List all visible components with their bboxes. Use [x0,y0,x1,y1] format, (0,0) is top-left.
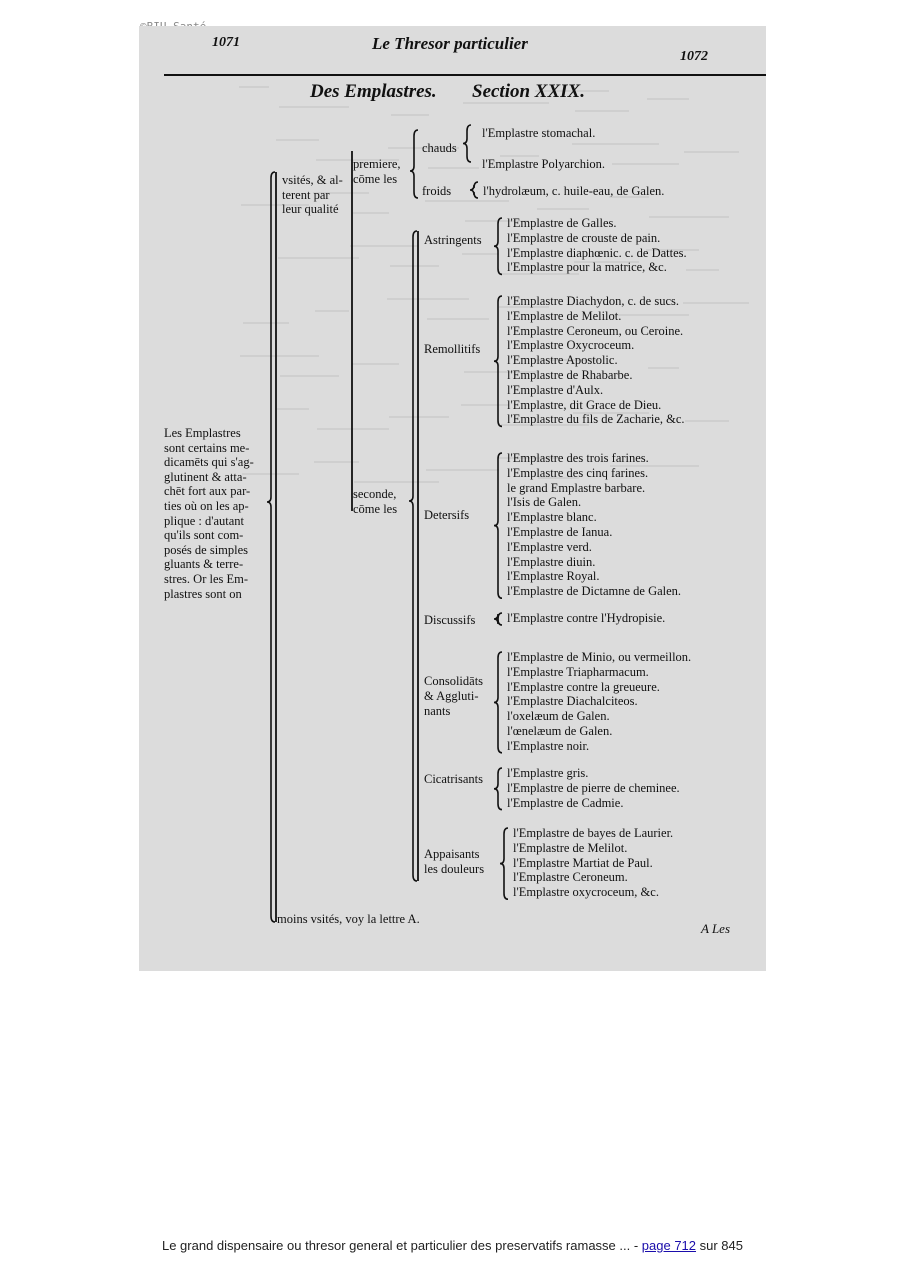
group-label: Remollitifs [424,342,481,356]
group-label: nants [424,704,451,718]
root-description-line: stres. Or les Em- [164,572,249,586]
right-page-number: 1072 [680,49,708,64]
group-item: l'Emplastre diuin. [507,554,596,569]
section-number: Section XXIX. [472,81,585,102]
group-brace [494,296,502,426]
root-description-line: sont certains me- [164,440,250,455]
group-item: l'Emplastre pour la matrice, &c. [507,260,667,275]
hot-brace [463,125,471,162]
group-item: l'Emplastre contre la greueure. [507,679,660,694]
used-more-line: leur qualité [282,202,339,216]
group-item: l'Emplastre Ceroneum, ou Ceroine. [507,323,684,338]
used-more-line: vsités, & al- [282,173,343,187]
group-item: l'Emplastre de Galles. [507,216,617,230]
second-quality-line: cōme les [353,501,398,516]
group-item: l'Emplastre blanc. [507,510,597,525]
group-item: l'Emplastre Oxycroceum. [507,338,635,353]
group-item: l'Emplastre diaphœnic. c. de Dattes. [507,245,687,260]
group-brace [494,652,502,753]
group-item: l'Emplastre de Ianua. [507,525,613,539]
viewer-footer [0,1238,905,1253]
group-item: l'Emplastre de pierre de cheminee. [507,780,680,795]
catchword: A Les [701,921,731,936]
first-quality-line: premiere, [353,157,401,171]
group-label: Detersifs [424,508,470,522]
footer-count: sur 845 [696,1238,743,1253]
hot-label: chauds [422,141,457,155]
root-description-line: ties où on les ap- [164,499,249,513]
group-item: l'Emplastre Ceroneum. [513,870,628,885]
group-item: l'Emplastre Martiat de Paul. [513,855,653,870]
group-item: l'Emplastre de Rhabarbe. [507,368,633,382]
group-item: l'œnelæum de Galen. [507,724,613,738]
root-description-line: plique : d'autant [164,513,245,528]
group-item: l'Emplastre de Melilot. [513,840,628,855]
group-item: l'Emplastre contre l'Hydropisie. [507,611,666,625]
section-title: Des Emplastres. [310,81,437,102]
footer-title: Le grand dispensaire ou thresor general et particulier des preservatifs ramasse ... - [161,1238,642,1253]
root-description-line: qu'ils sont com- [164,528,244,543]
first-brace [410,130,418,198]
cold-brace [470,182,478,198]
group-item: l'Emplastre de Cadmie. [507,795,624,810]
group-item: l'Emplastre oxycroceum, &c. [513,885,659,900]
group-item: l'Emplastre Diachalciteos. [507,694,638,709]
main-brace [267,172,275,922]
root-description-line: glutinent & atta- [164,469,247,484]
group-item: l'Emplastre noir. [507,738,590,753]
group-label: Cicatrisants [424,772,484,786]
group-item: l'Emplastre, dit Grace de Dieu. [507,397,662,412]
page-link[interactable]: page 712 [641,1238,697,1253]
group-item: l'Emplastre de bayes de Laurier. [513,826,674,840]
group-brace [500,828,508,899]
group-item: l'Isis de Galen. [507,495,582,510]
group-item: l'Emplastre verd. [507,539,592,554]
group-item: le grand Emplastre barbare. [507,480,646,495]
hot-item: l'Emplastre Polyarchion. [482,157,606,171]
first-quality-line: cōme les [353,171,398,186]
root-description-line: plastres sont on [164,586,242,601]
group-item: l'Emplastre des trois farines. [507,451,649,465]
group-item: l'Emplastre de Dictamne de Galen. [507,584,682,599]
second-quality-line: seconde, [353,487,397,501]
root-description-line: chēt fort aux par- [164,484,251,499]
group-item: l'Emplastre d'Aulx. [507,382,604,397]
group-label: & Aggluti- [424,689,479,703]
group-item: l'Emplastre de Minio, ou vermeillon. [507,650,692,664]
cold-item: l'hydrolæum, c. huile-eau, de Galen. [483,184,665,198]
group-brace [494,768,502,810]
root-description-line: Les Emplastres [164,426,241,440]
group-item: l'Emplastre Triapharmacum. [507,664,649,679]
group-label: Appaisants [424,847,480,861]
group-item: l'Emplastre Royal. [507,569,600,584]
group-item: l'oxelæum de Galen. [507,709,610,724]
group-brace [494,453,502,598]
group-label: Consolidāts [424,674,484,688]
group-item: l'Emplastre des cinq farines. [507,465,649,480]
group-item: l'Emplastre gris. [507,766,589,780]
group-item: l'Emplastre de Melilot. [507,308,622,323]
tree-lines [139,26,766,971]
second-brace [409,231,417,881]
root-description-line: dicamēts qui s'ag- [164,455,254,470]
group-item: l'Emplastre Diachydon, c. de sucs. [507,294,679,308]
group-item: l'Emplastre de crouste de pain. [507,230,661,245]
group-brace [494,613,502,625]
root-description-line: posés de simples [164,542,249,557]
group-brace [494,218,502,274]
hot-item: l'Emplastre stomachal. [482,126,596,140]
root-description-line: gluants & terre- [164,557,244,572]
group-item: l'Emplastre du fils de Zacharie, &c. [507,412,685,427]
used-more-line: terent par [282,187,330,202]
group-label: Astringents [424,233,482,247]
running-title: Le Thresor particulier [372,34,528,53]
group-item: l'Emplastre Apostolic. [507,353,618,368]
scanned-page [139,26,766,971]
less-used-note: moins vsités, voy la lettre A. [277,912,420,926]
cold-label: froids [422,184,452,198]
group-label: les douleurs [424,862,485,876]
left-page-number: 1071 [212,35,240,50]
group-label: Discussifs [424,613,476,627]
